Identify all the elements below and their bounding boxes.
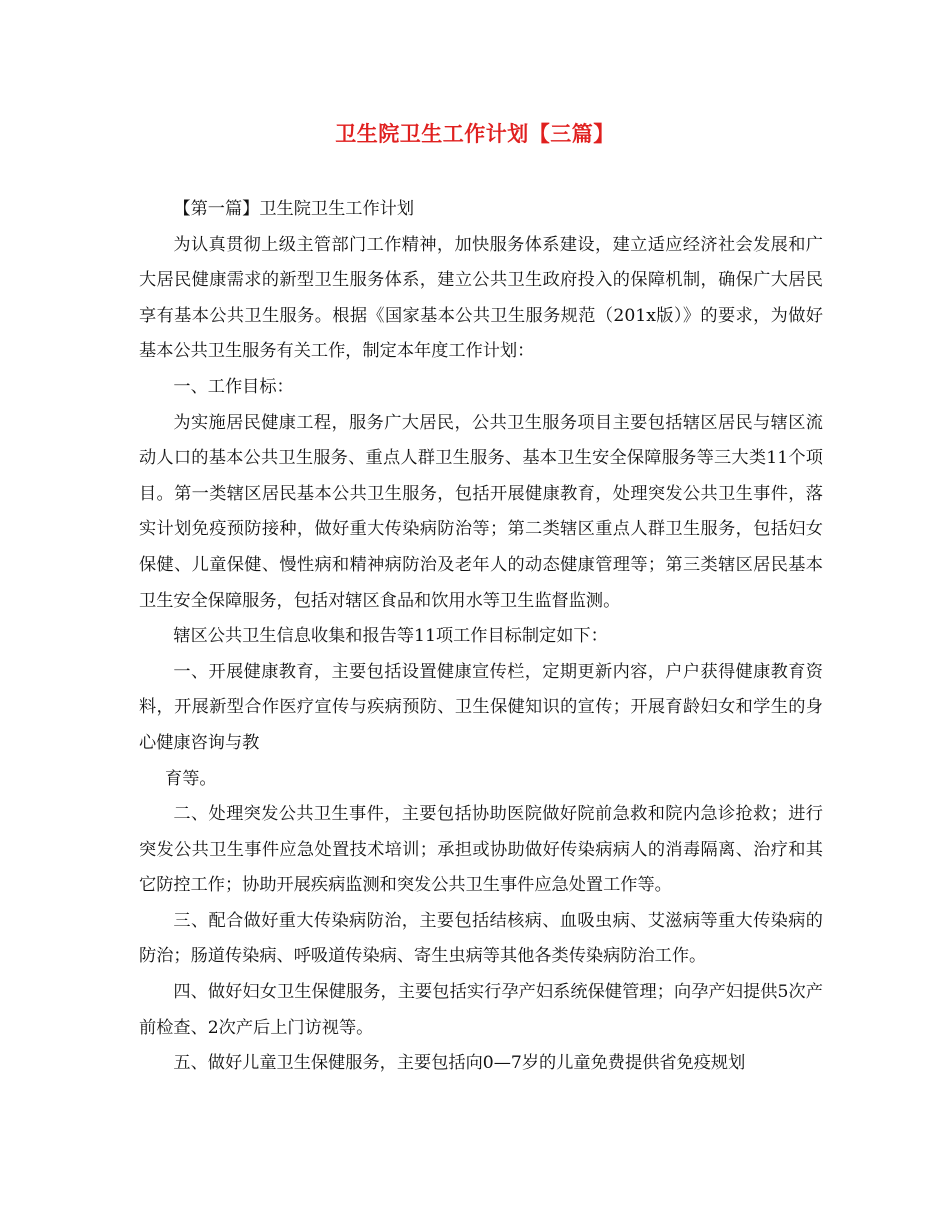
paragraph: 五、做好儿童卫生保健服务，主要包括向0—7岁的儿童免费提供省免疫规划 bbox=[173, 1053, 746, 1074]
paragraph: 二、处理突发公共卫生事件，主要包括协助医院做好院前急救和院内急诊抢救；进行突发公共卫生事件应急处置技术培训；承担或协助做好传染病病人的消毒隔离、治疗和其它防控工作；协助开展疾病监测和突发公共卫生事件应急处置工作等。 bbox=[139, 804, 823, 896]
paragraph: 辖区公共卫生信息收集和报告等11项工作目标制定如下： bbox=[173, 626, 608, 647]
paragraph: 四、做好妇女卫生保健服务，主要包括实行孕产妇系统保健管理；向孕产妇提供5次产前检查、2次产后上门访视等。 bbox=[139, 982, 823, 1038]
document-title: 卫生院卫生工作计划【三篇】 bbox=[335, 121, 615, 146]
paragraph: 育等。 bbox=[165, 768, 217, 789]
paragraph: 为实施居民健康工程，服务广大居民，公共卫生服务项目主要包括辖区居民与辖区流动人口的基本公共卫生服务、重点人群卫生服务、基本卫生安全保障服务等三大类11个项目。第一类辖区居民基本公共卫生服务，包括开展健康教育，处理突发公共卫生事件，落实计划免疫预防接种，做好重大传染病防治等；第二类辖区重点人群卫生服务，包括妇女保健、儿童保健、慢性病和精神病防治及老年人的动态健康管理等；第三类辖区居民基本卫生安全保障服务，包括对辖区食品和饮用水等卫生监督监测。 bbox=[139, 412, 823, 611]
document-body bbox=[139, 192, 823, 1082]
paragraph: 三、配合做好重大传染病防治，主要包括结核病、血吸虫病、艾滋病等重大传染病的防治；肠道传染病、呼吸道传染病、寄生虫病等其他各类传染病防治工作。 bbox=[139, 910, 823, 967]
section-heading: 【第一篇】卫生院卫生工作计划 bbox=[173, 199, 415, 219]
paragraph: 一、工作目标： bbox=[173, 376, 294, 397]
paragraph: 一、开展健康教育，主要包括设置健康宣传栏，定期更新内容，户户获得健康教育资料，开展新型合作医疗宣传与疾病预防、卫生保健知识的宣传；开展育龄妇女和学生的身心健康咨询与教 bbox=[139, 661, 823, 753]
paragraph: 为认真贯彻上级主管部门工作精神，加快服务体系建设，建立适应经济社会发展和广大居民健康需求的新型卫生服务体系，建立公共卫生政府投入的保障机制，确保广大居民享有基本公共卫生服务。根据《国家基本公共卫生服务规范（201x版）》的要求，为做好基本公共卫生服务有关工作，制定本年度工作计划： bbox=[139, 234, 823, 362]
